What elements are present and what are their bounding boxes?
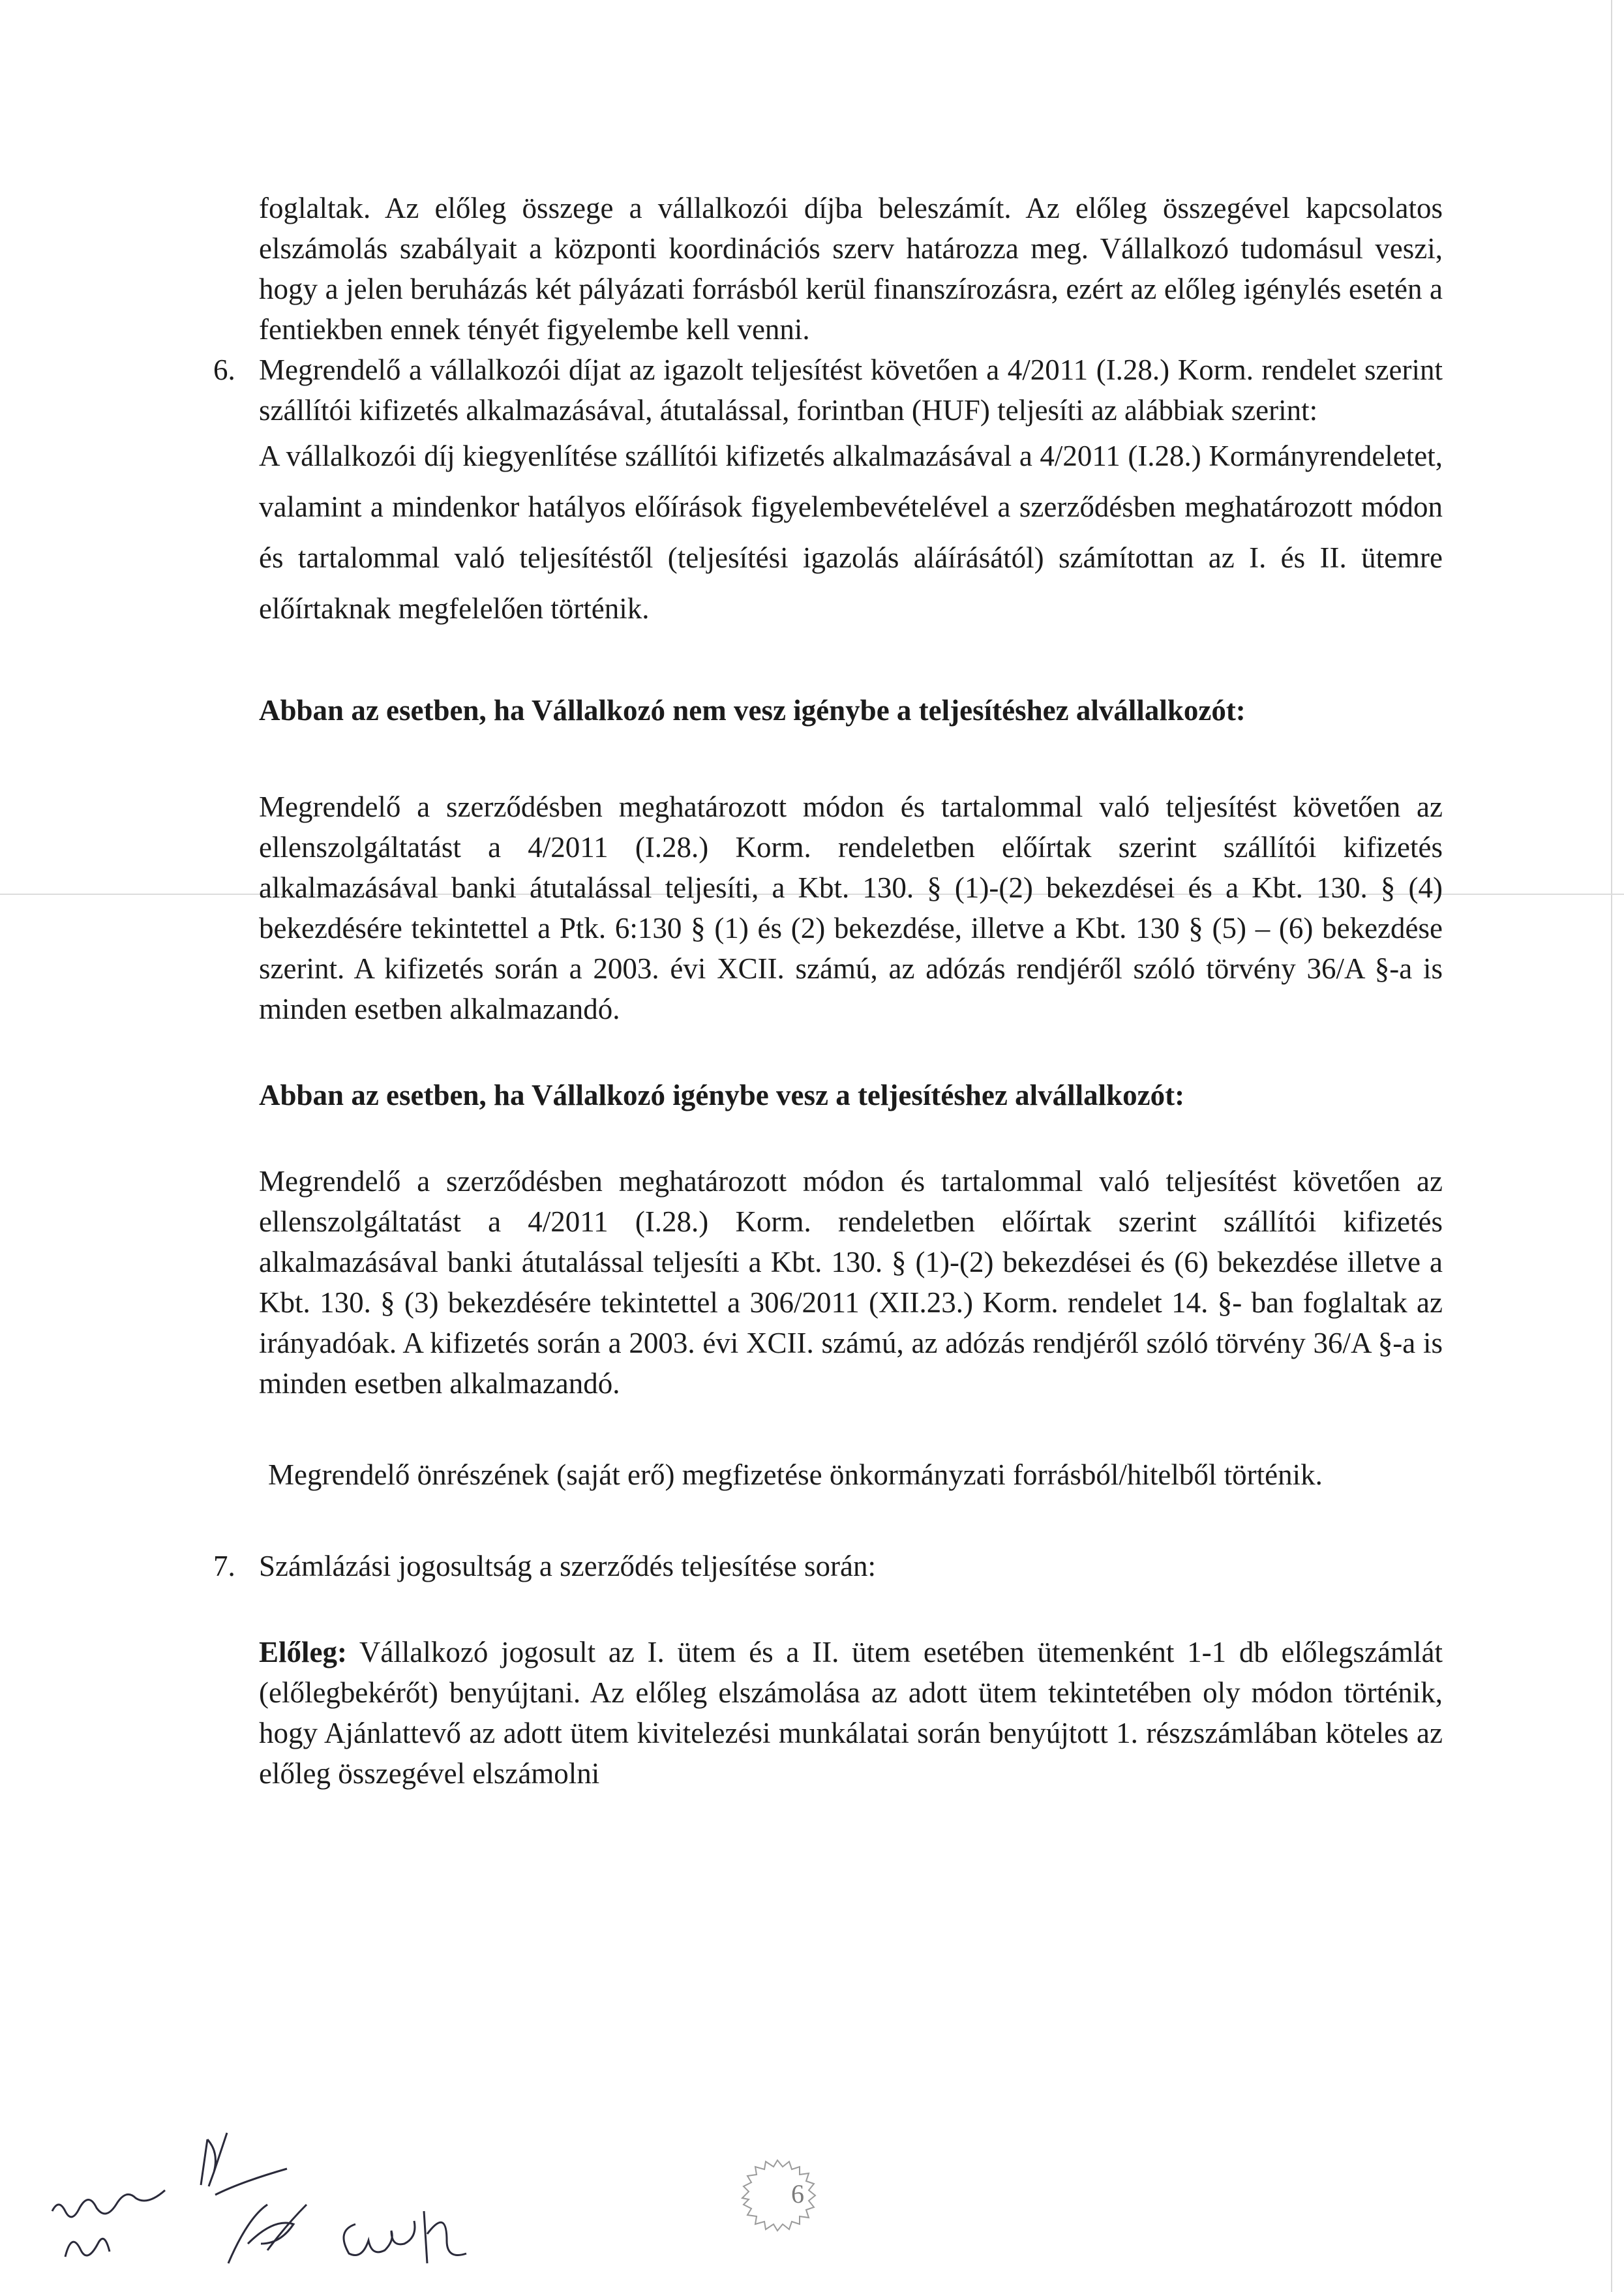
page-edge xyxy=(1611,0,1612,2292)
section-heading: Abban az esetben, ha Vállalkozó nem vesz igénybe a teljesítéshez alvállalkozót: xyxy=(259,694,1246,727)
item6-text2: A vállalkozói díj kiegyenlítése szállítói kifizetés alkalmazásával a 4/2011 (I.28.) Kormányrendeletet, valamint a mindenkor hatályos előírások figyelembevételével a szerződésben meghatározott módon és tartalommal való teljesítéstől (teljesítési igazolás aláírásától) számítottan az I. és II. ütemre előírtaknak megfelelően történik. xyxy=(259,440,1443,625)
advance-paragraph xyxy=(259,1632,1443,1794)
handwritten-initials xyxy=(329,2198,486,2270)
advance-text: Vállalkozó jogosult az I. ütem és a II. ütem esetében ütemenként 1-1 db előlegszámlát (előlegbekérőt) benyújtani. Az előleg elszámolása az adott ütem tekintetében oly módon történik, hogy Ajánlattevő az adott ütem kivitelezési munkálatai során benyújtott 1. részszámlában köteles az előleg összegével elszámolni xyxy=(259,1636,1443,1790)
body-paragraph: Megrendelő a szerződésben meghatározott módon és tartalommal való teljesítést követően az ellenszolgáltatást a 4/2011 (I.28.) Korm. rendeletben előírtak szerint szállítói kifizetés alkalmazásával banki átutalással teljesíti, a Kbt. 130. § (1)-(2) bekezdései és a Kbt. 130. § (4) bekezdésére tekintettel a Ptk. 6:130 § (1) és (2) bekezdése, illetve a Kbt. 130 § (5) – (6) bekezdése szerint. A kifizetés során a 2003. évi XCII. számú, az adózás rendjéről szóló törvény 36/A §-a is minden esetben alkalmazandó. xyxy=(259,791,1443,1025)
list-number: 7. xyxy=(213,1550,235,1582)
list-item-7 xyxy=(213,1546,1443,1586)
handwritten-initials xyxy=(215,2172,326,2283)
intro-paragraph: foglaltak. Az előleg összege a vállalkozói díjba beleszámít. Az előleg összegével kapcsolatos elszámolás szabályait a központi koordinációs szerv határozza meg. Vállalkozó tudomásul veszi, hogy a jelen beruházás két pályázati forrásból kerül finanszírozásra, ezért az előleg igénylés esetén a fentiekben ennek tényét figyelembe kell venni. xyxy=(259,192,1443,346)
body-paragraph: Megrendelő a szerződésben meghatározott módon és tartalommal való teljesítést követően az ellenszolgáltatást a 4/2011 (I.28.) Korm. rendeletben előírtak szerint szállítói kifizetés alkalmazásával banki átutalással teljesíti a Kbt. 130. § (1)-(2) bekezdései és (6) bekezdése illetve a Kbt. 130. § (3) bekezdésére tekintettel a 306/2011 (XII.23.) Korm. rendelet 14. §- ban foglaltak az irányadóak. A kifizetés során a 2003. évi XCII. számú, az adózás rendjéről szóló törvény 36/A §-a is minden esetben alkalmazandó. xyxy=(259,1165,1443,1400)
item7-text: Számlázási jogosultság a szerződés teljesítése során: xyxy=(259,1550,876,1582)
body-paragraph: Megrendelő önrészének (saját erő) megfizetése önkormányzati forrásból/hitelből történik. xyxy=(268,1458,1323,1491)
advance-label: Előleg: xyxy=(259,1636,347,1668)
document-body xyxy=(213,188,1443,1794)
list-number: 6. xyxy=(213,354,235,386)
item6-text: Megrendelő a vállalkozói díjat az igazolt teljesítést követően a 4/2011 (I.28.) Korm. rendelet szerint szállítói kifizetés alkalmazásával, átutalással, forintban (HUF) teljesíti az alábbiak szerint: xyxy=(259,354,1443,427)
list-item-6 xyxy=(213,350,1443,634)
page-number: 6 xyxy=(791,2179,804,2209)
section-heading: Abban az esetben, ha Vállalkozó igénybe vesz a teljesítéshez alvállalkozót: xyxy=(259,1079,1185,1111)
